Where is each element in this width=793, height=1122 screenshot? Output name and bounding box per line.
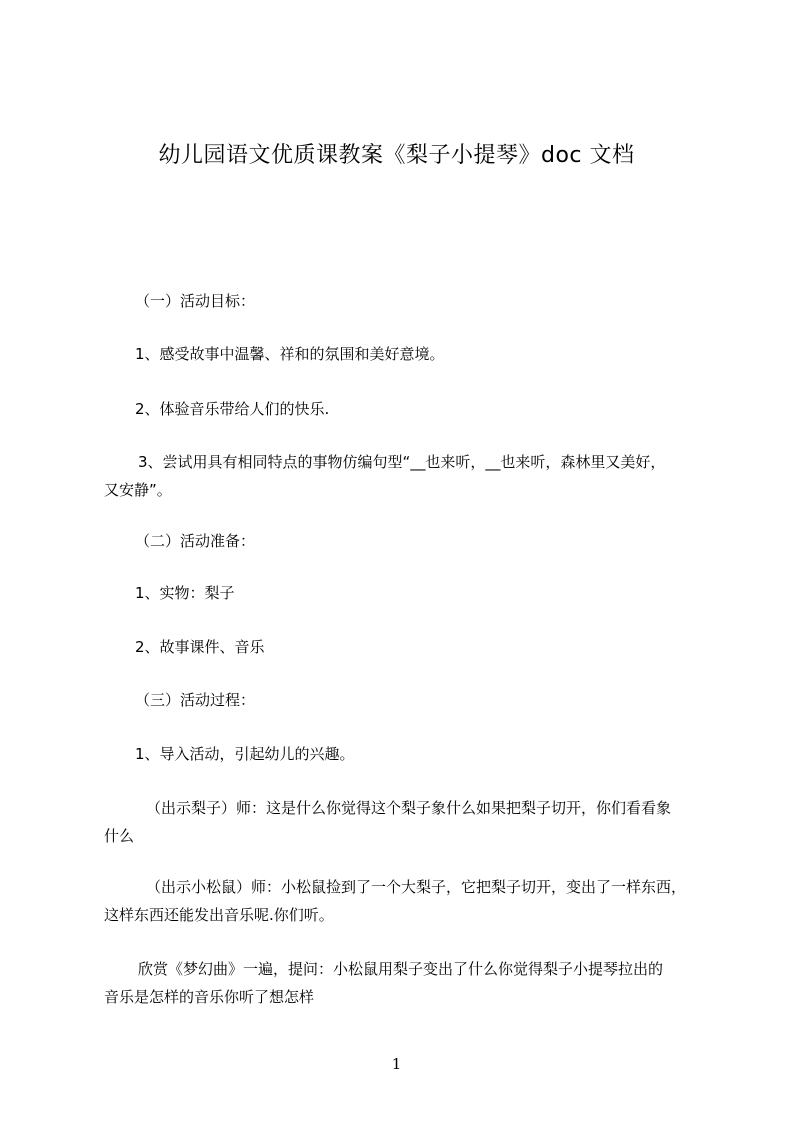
paragraph-continuation: 什么 xyxy=(104,827,135,845)
paragraph-continuation: 这样东西还能发出音乐呢.你们听。 xyxy=(104,906,334,924)
paragraph: 3、尝试用具有相同特点的事物仿编句型“__也来听，__也来听，森林里又美好， xyxy=(138,453,666,471)
paragraph-continuation: 又安静”。 xyxy=(104,481,172,499)
paragraph: 欣赏《梦幻曲》一遍，提问：小松鼠用梨子变出了什么你觉得梨子小提琴拉出的 xyxy=(138,960,664,978)
page-number: 1 xyxy=(391,1055,402,1073)
paragraph: 2、故事课件、音乐 xyxy=(135,638,265,656)
section-heading-objectives: （一）活动目标： xyxy=(135,292,256,310)
paragraph: 1、实物：梨子 xyxy=(135,584,235,602)
section-heading-process: （三）活动过程： xyxy=(135,691,256,709)
section-heading-preparation: （二）活动准备： xyxy=(135,532,256,550)
document-title: 幼儿园语文优质课教案《梨子小提琴》doc 文档 xyxy=(158,143,635,168)
paragraph: 1、导入活动，引起幼儿的兴趣。 xyxy=(135,745,355,763)
paragraph: 2、体验音乐带给人们的快乐. xyxy=(135,400,330,418)
paragraph: （出示小松鼠）师：小松鼠捡到了一个大梨子，它把梨子切开，变出了一样东西， xyxy=(146,878,687,896)
paragraph: 1、感受故事中温馨、祥和的氛围和美好意境。 xyxy=(135,345,445,363)
paragraph: （出示梨子）师：这是什么你觉得这个梨子象什么如果把梨子切开，你们看看象 xyxy=(146,799,672,817)
paragraph-continuation: 音乐是怎样的音乐你听了想怎样 xyxy=(104,988,315,1006)
